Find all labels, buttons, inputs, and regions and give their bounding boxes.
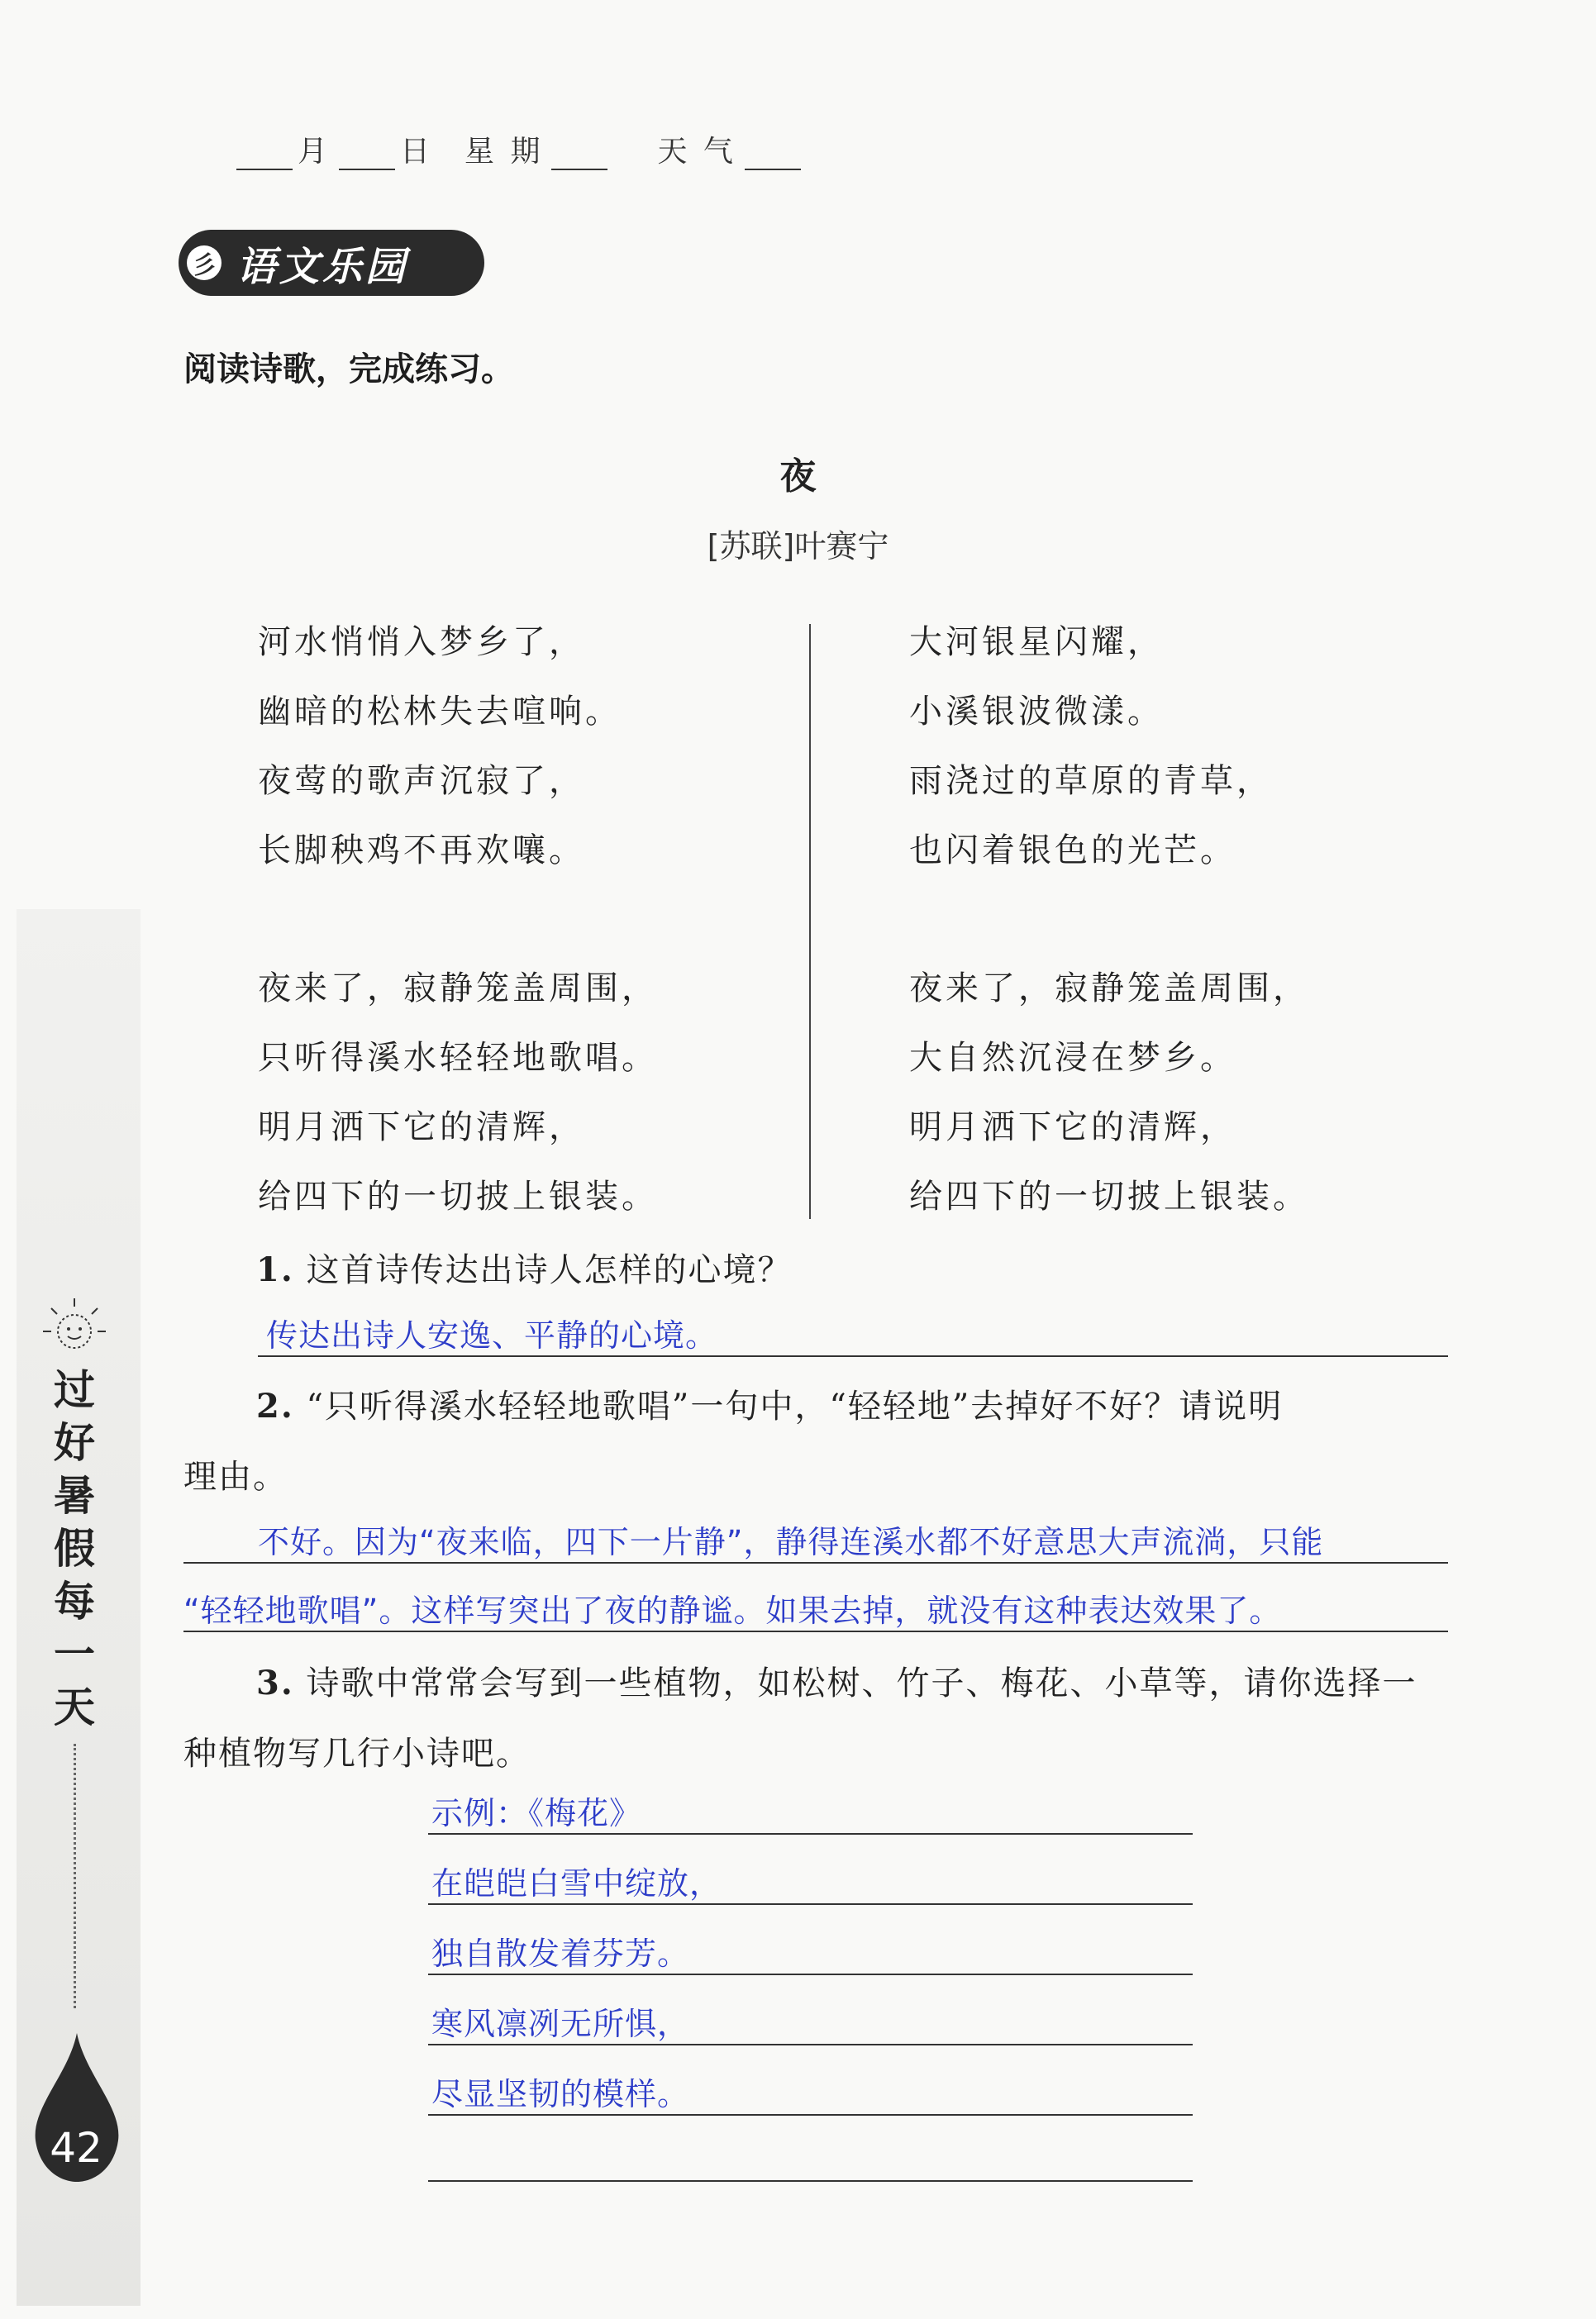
poem-line: 幽暗的松林失去喧响。 [258, 693, 622, 731]
poem-answer-line[interactable]: 寒风凛冽无所惧， [431, 2006, 690, 2042]
side-dotted-line [74, 1744, 76, 2008]
badge-icon: 彡 [187, 245, 222, 280]
poem-line: 只听得溪水轻轻地歌唱。 [258, 1039, 658, 1077]
poem-line: 明月洒下它的清辉， [258, 1108, 585, 1146]
poem-line: 大自然沉浸在梦乡。 [909, 1039, 1236, 1077]
poem-title: 夜 [779, 455, 817, 498]
question-text: 种植物写几行小诗吧。 [183, 1735, 531, 1773]
section-badge [179, 230, 484, 296]
day-blank[interactable] [339, 136, 395, 170]
month-blank[interactable] [236, 136, 293, 170]
poem-answer-line[interactable]: 独自散发着芬芳。 [431, 1936, 690, 1972]
poem-answer-line[interactable]: 在皑皑白雪中绽放， [431, 1865, 722, 1902]
poem-line: 夜来了，寂静笼盖周围， [258, 969, 658, 1007]
question-number: 2. [256, 1387, 294, 1426]
question-1 [183, 1244, 1448, 1291]
question-text: “只听得溪水轻轻地歌唱”一句中，“轻轻地”去掉好不好？请说明 [306, 1388, 1284, 1426]
answer-line [428, 1833, 1193, 1835]
date-line [231, 128, 806, 170]
poem-line: 河水悄悄入梦乡了， [258, 623, 585, 661]
side-title-char: 天 [54, 1683, 95, 1731]
poem-line: 大河银星闪耀， [909, 623, 1164, 661]
weekday-blank[interactable] [551, 136, 607, 170]
answer-line [428, 1974, 1193, 1975]
weather-blank[interactable] [745, 136, 801, 170]
poem-right-column [909, 616, 1488, 1240]
poem-line: 夜莺的歌声沉寂了， [258, 762, 585, 800]
page-number: 42 [50, 2124, 102, 2172]
answer-line [428, 1903, 1193, 1905]
question-2 [183, 1380, 1448, 1498]
section-title: 语文乐园 [236, 243, 409, 290]
answer-line [428, 2044, 1193, 2045]
sun-icon [40, 1293, 109, 1363]
poem-divider [809, 624, 811, 1219]
weather-label: 天 气 [657, 135, 736, 169]
question-3 [183, 1657, 1448, 1774]
side-title-char: 一 [54, 1631, 95, 1679]
question-text: 诗歌中常常会写到一些植物，如松树、竹子、梅花、小草等，请你选择一 [306, 1664, 1417, 1702]
side-title-char: 好 [54, 1419, 95, 1467]
month-label: 月 [298, 135, 331, 169]
weekday-label: 星 期 [465, 135, 544, 169]
side-title [45, 1364, 103, 1734]
answer-line [183, 1631, 1448, 1632]
side-title-char: 暑 [54, 1472, 95, 1520]
instruction: 阅读诗歌，完成练习。 [183, 350, 514, 388]
question-number: 1. [256, 1250, 294, 1289]
poem-line: 明月洒下它的清辉， [909, 1108, 1236, 1146]
poem-line: 给四下的一切披上银装。 [258, 1178, 658, 1216]
answer-line [183, 1562, 1448, 1564]
answer-1[interactable]: 传达出诗人安逸、平静的心境。 [266, 1317, 718, 1354]
question-text: 这首诗传达出诗人怎样的心境？ [306, 1251, 793, 1289]
answer-line [258, 1355, 1448, 1357]
poem-line: 小溪银波微漾。 [909, 693, 1164, 731]
answer-2-line-2[interactable]: “轻轻地歌唱”。这样写突出了夜的静谧。如果去掉，就没有这种表达效果了。 [183, 1593, 1282, 1629]
poem-author: [苏联]叶赛宁 [707, 528, 889, 564]
poem-answer-line[interactable]: 示例：《梅花》 [431, 1795, 642, 1831]
question-number: 3. [256, 1664, 294, 1702]
answer-2-line-1[interactable]: 不好。因为“夜来临，四下一片静”，静得连溪水都不好意思大声流淌，只能 [258, 1524, 1324, 1560]
poem-line: 长脚秧鸡不再欢嚷。 [258, 831, 585, 869]
poem-line: 夜来了，寂静笼盖周围， [909, 969, 1309, 1007]
poem-line: 也闪着银色的光芒。 [909, 831, 1236, 869]
poem-answer-line[interactable]: 尽显坚韧的模样。 [431, 2076, 690, 2112]
side-title-char: 假 [54, 1525, 95, 1573]
answer-line [428, 2114, 1193, 2116]
poem-line: 给四下的一切披上银装。 [909, 1178, 1309, 1216]
day-label: 日 [400, 135, 434, 169]
poem-line: 雨浇过的草原的青草， [909, 762, 1273, 800]
side-title-char: 每 [54, 1578, 95, 1626]
question-text: 理由。 [183, 1458, 288, 1496]
poem-left-column [258, 616, 836, 1240]
answer-line [428, 2180, 1193, 2182]
side-title-char: 过 [54, 1366, 95, 1414]
